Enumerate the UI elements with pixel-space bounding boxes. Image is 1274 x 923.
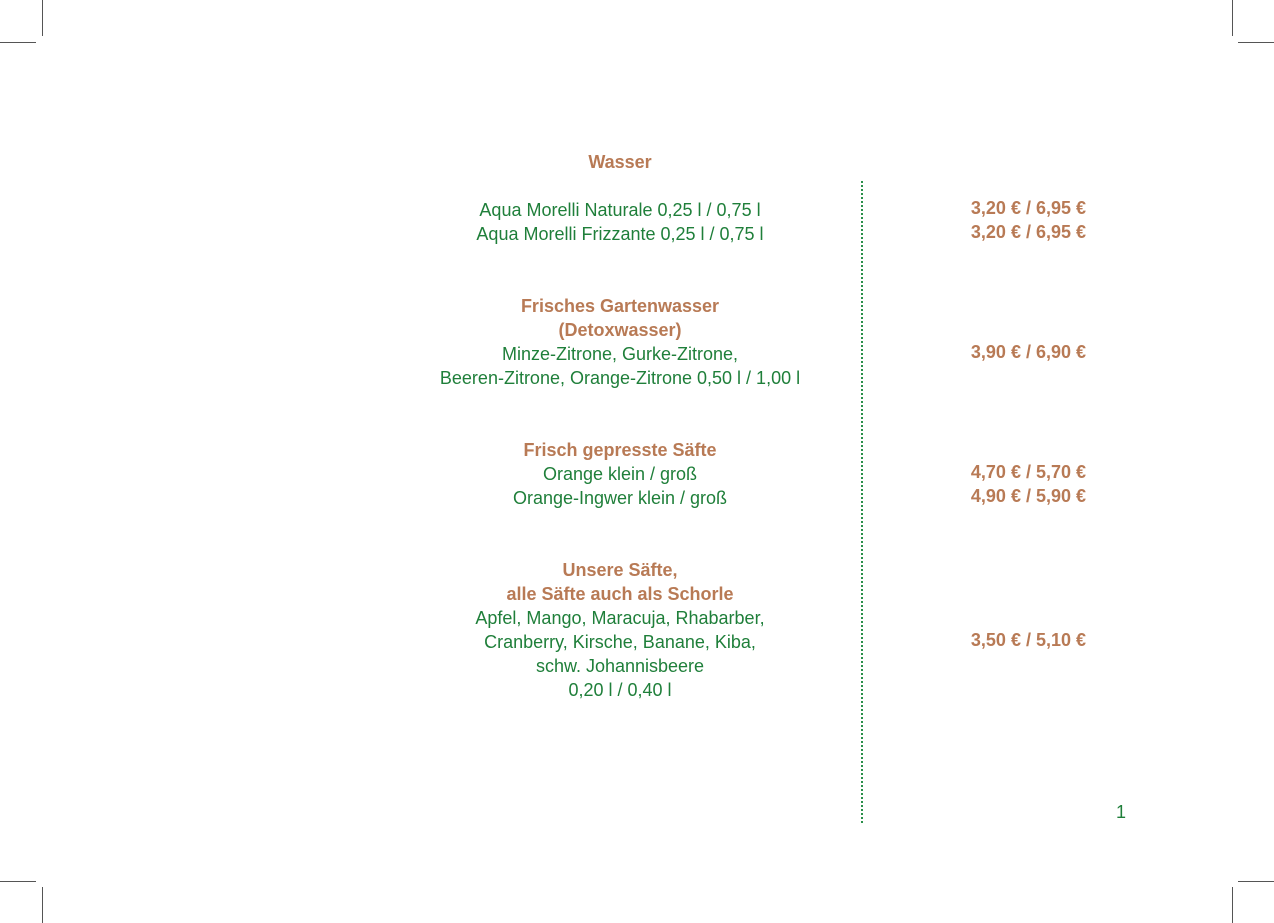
crop-mark-bottom-left-horizontal bbox=[0, 881, 36, 882]
section-title-gartenwasser: Frisches Gartenwasser bbox=[520, 296, 720, 316]
price-line: 3,50 € / 5,10 € bbox=[970, 630, 1086, 650]
menu-item-line: Beeren-Zitrone, Orange-Zitrone 0,50 l / 1,00 l bbox=[439, 368, 801, 388]
section-title-frisch-gepresste-saefte: Frisch gepresste Säfte bbox=[523, 440, 717, 460]
menu-item-line: 0,20 l / 0,40 l bbox=[568, 680, 672, 700]
page-number: 1 bbox=[1116, 802, 1127, 822]
menu-item-line: Cranberry, Kirsche, Banane, Kiba, bbox=[484, 632, 756, 652]
crop-mark-top-left-vertical bbox=[42, 0, 43, 36]
menu-item-line: Minze-Zitrone, Gurke-Zitrone, bbox=[501, 344, 739, 364]
menu-item-line: Orange klein / groß bbox=[542, 464, 698, 484]
section-title-unsere-saefte: Unsere Säfte, bbox=[562, 560, 678, 580]
crop-mark-bottom-right-vertical bbox=[1232, 887, 1233, 923]
section-subtitle-schorle: alle Säfte auch als Schorle bbox=[506, 584, 734, 604]
crop-mark-bottom-right-horizontal bbox=[1238, 881, 1274, 882]
crop-mark-top-left-horizontal bbox=[0, 42, 36, 43]
price-line: 3,20 € / 6,95 € bbox=[970, 198, 1086, 218]
price-line: 4,90 € / 5,90 € bbox=[970, 486, 1086, 506]
menu-item-line: schw. Johannisbeere bbox=[535, 656, 705, 676]
price-line: 4,70 € / 5,70 € bbox=[970, 462, 1086, 482]
crop-mark-top-right-vertical bbox=[1232, 0, 1233, 36]
menu-item-line: Apfel, Mango, Maracuja, Rhabarber, bbox=[475, 608, 765, 628]
price-line: 3,20 € / 6,95 € bbox=[970, 222, 1086, 242]
section-subtitle-detoxwasser: (Detoxwasser) bbox=[558, 320, 682, 340]
crop-mark-top-right-horizontal bbox=[1238, 42, 1274, 43]
crop-mark-bottom-left-vertical bbox=[42, 887, 43, 923]
menu-item-line: Aqua Morelli Frizzante 0,25 l / 0,75 l bbox=[476, 224, 764, 244]
price-line: 3,90 € / 6,90 € bbox=[970, 342, 1086, 362]
menu-item-line: Aqua Morelli Naturale 0,25 l / 0,75 l bbox=[479, 200, 761, 220]
section-title-wasser: Wasser bbox=[588, 152, 652, 172]
dotted-divider bbox=[861, 181, 863, 823]
menu-item-line: Orange-Ingwer klein / groß bbox=[512, 488, 728, 508]
